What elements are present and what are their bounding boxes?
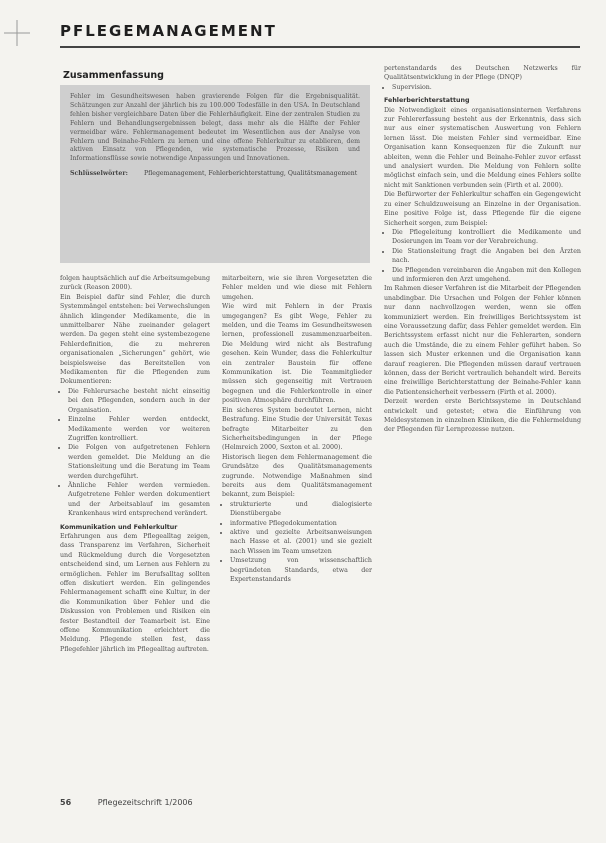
- list-item: • Supervision.: [392, 83, 581, 92]
- paragraph: Ein sicheres System bedeutet Lernen, nicht Bestrafung. Eine Studie der Universität Texas befragte Mitarbeiter zu den Sicherheitsbedingungen in der Pflege (Helmreich 2000, Sexton et al. 2000).: [222, 406, 372, 452]
- summary-body: Fehler im Gesundheitswesen haben gravierende Folgen für die Ergebnisqualität. Schätzungen zur Anzahl der jährlich bis zu 100.000 Todesfälle in den USA. In Deutschland fehlen bisher vergleichbare Daten über die Fehlerhäufigkeit. Eine der zentralen Studien zu Fehlern und Behandlungsergebnissen belegt, dass mehr als die Hälfte der Fehler vermeidbar wäre. Fehlermanagement bedeutet im Wesentlichen aus der Analyse von Fehlern und Beinahe-Fehlern zu lernen und eine offene Fehlerkultur zu etablieren, dem aktiven Einsatz von Pflegenden, wie systematische Prozesse, Risiken und Informationsflüsse sowie notwendige Anpassungen und Innovationen.: [70, 93, 360, 163]
- page-header-title: PFLEGEMANAGEMENT: [60, 22, 277, 40]
- list-item: • aktive und gezielte Arbeitsanweisungen nach Hasse et al. (2001) und sie gezielt nach Wissen im Team umsetzen: [230, 528, 372, 556]
- bullet-list: [384, 228, 581, 284]
- section-heading: Kommunikation und Fehlerkultur: [60, 523, 178, 531]
- paragraph: Historisch liegen dem Fehlermanagement die Grundsätze des Qualitätsmanagements zugrunde. Notwendige Maßnahmen sind bereits aus dem Qualitätsmanagement bekannt, zum Beispiel:: [222, 453, 372, 499]
- paragraph: Wie wird mit Fehlern in der Praxis umgegangen? Es gibt Wege, Fehler zu melden, und die Teams im Gesundheitswesen lernen, professionell zusammenzuarbeiten. Die Meldung wird nicht als Bestrafung gesehen. Kein Wunder, dass die Fehlerkultur ein zentraler Baustein für offene Kommunikation ist. Die Teammitglieder müssen sich gegenseitig mit Vertrauen begegnen und die Fehlerkontrolle in einer positiven Atmosphäre durchführen.: [222, 303, 372, 405]
- header-rule: [60, 46, 580, 48]
- list-item: • Die Stationsleitung fragt die Angaben bei den Ärzten nach.: [392, 247, 581, 266]
- list-item: • Einzelne Fehler werden entdeckt, Medikamente werden vor weiteren Zugriffen kontrolliert.: [68, 415, 210, 443]
- keywords-value: Pflegemanagement, Fehlerberichterstattung, Qualitätsmanagement: [144, 170, 358, 178]
- list-item: • informative Pflegedokumentation: [230, 519, 372, 528]
- list-item: • Die Pflegenden vereinbaren die Angaben mit den Kollegen und informieren den Arzt umgehend.: [392, 266, 581, 285]
- journal-name: Pflegezeitschrift 1/2006: [97, 798, 193, 807]
- section-heading: Fehlerberichterstattung: [384, 97, 470, 105]
- page-footer: [60, 798, 580, 807]
- summary-title: Zusammenfassung: [63, 70, 164, 81]
- list-item: • Die Folgen von aufgetretenen Fehlern werden gemeldet. Die Meldung an die Stationsleitung und die Beratung im Team werden durchgeführt.: [68, 443, 210, 481]
- bullet-list: [60, 387, 210, 519]
- paragraph: pertenstandards des Deutschen Netzwerks für Qualitätsentwicklung in der Pflege (DNQP): [384, 65, 581, 82]
- paragraph: folgen hauptsächlich auf die Arbeitsumgebung zurück (Reason 2000).: [60, 275, 210, 292]
- list-item: • Ähnliche Fehler werden vermieden. Aufgetretene Fehler werden dokumentiert und der Arbeitsablauf im gesamten Krankenhaus wird entsprechend verändert.: [68, 481, 210, 519]
- summary-keywords: [60, 164, 370, 185]
- paragraph: Ein Beispiel dafür sind Fehler, die durch Systemmängel entstehen: bei Verwechslungen ähnlich klingender Medikamente, die in unmittelbarer Nähe zueinander gelagert werden. Da gegen steht eine systembezogene Fehlerdefinition, die zu mehreren organisationalen „Sicherungen“ gehört, wie beispielsweise das Bereitstellen von Medikamenten für die Pflegenden zum Dokumentieren:: [60, 293, 210, 386]
- paragraph: Die Befürworter der Fehlerkultur schaffen ein Gegengewicht zu einer Schuldzuweisung an Einzelne in der Organisation. Eine positive Folge ist, dass Pflegende für die eigene Sicherheit sorgen, zum Beispiel:: [384, 191, 581, 227]
- summary-box: [60, 85, 370, 263]
- column-middle: [222, 274, 372, 584]
- list-item: • strukturierte und dialogisierte Dienstübergabe: [230, 500, 372, 519]
- crop-mark: [4, 20, 30, 46]
- list-item: • Die Pflegeleitung kontrolliert die Medikamente und Dosierungen im Team vor der Verabreichung.: [392, 228, 581, 247]
- keywords-label: Schlüsselwörter:: [70, 170, 128, 178]
- paragraph: Im Rahmen dieser Verfahren ist die Mitarbeit der Pflegenden unabdingbar. Die Ursachen und Folgen der Fehler können nur dann nachvollzogen werden, wenn sie offen kommuniziert werden. Ein freiwilliges Berichtssystem ist eine Voraussetzung dafür, dass Fehler gemeldet werden. Ein Berichtssystem erfasst nicht nur die Fehlerarten, sondern auch die Umstände, die zu einem Fehler geführt haben. So lassen sich Muster erkennen und die Organisation kann darauf reagieren. Die Pflegenden müssen darauf vertrauen können, dass der Bericht vertraulich behandelt wird. Bereits eine freiwillige Berichterstattung der Beinahe-Fehler kann die Patientensicherheit verbessern (Firth et al. 2000).: [384, 285, 581, 396]
- column-right: [384, 64, 581, 435]
- bullet-list: [222, 500, 372, 585]
- page-number: 56: [60, 798, 72, 807]
- list-item: • Umsetzung von wissenschaftlich begründeten Standards, etwa der Expertenstandards: [230, 556, 372, 584]
- paragraph: mitarbeitern, wie sie ihren Vorgesetzten die Fehler melden und wie diese mit Fehlern umgehen.: [222, 275, 372, 301]
- paragraph: Erfahrungen aus dem Pflegealltag zeigen, dass Transparenz im Verfahren, Sicherheit und Rückmeldung durch die Vorgesetzten entscheidend sind, um Lernen aus Fehlern zu ermöglichen. Fehler im Berufsalltag sollten offen diskutiert werden. Ein gelingendes Fehlermanagement schafft eine Kultur, in der die Kommunikation über Fehler und die Diskussion von Problemen und Risiken ein fester Bestandteil der Teamarbeit ist. Eine offene Kommunikation erleichtert die Meldung. Pflegende stellen fest, dass Pflegefehler jährlich im Pflegealltag auftreten.: [60, 532, 210, 653]
- list-item: • Die Fehlerursache besteht nicht einseitig bei den Pflegenden, sondern auch in der Organisation.: [68, 387, 210, 415]
- bullet-list: [384, 83, 581, 92]
- paragraph: Die Notwendigkeit eines organisationsinternen Verfahrens zur Fehlererfassung besteht aus der Erkenntnis, dass sich nur aus einer systematischen Auswertung von Fehlern lernen lässt. Die meisten Fehler sind vermeidbar. Eine Organisation kann Konsequenzen für die Zukunft nur ableiten, wenn die Fehler und Beinahe-Fehler zuvor erfasst und analysiert wurden. Die Meldung von Fehlern sollte möglichst einfach sein, und die Meldung eines Fehlers sollte nicht mit Sanktionen verbunden sein (Firth et al. 2000).: [384, 106, 581, 189]
- column-left: [60, 274, 210, 654]
- paragraph: Derzeit werden erste Berichtssysteme in Deutschland entwickelt und getestet; etwa die Einführung von Meldesystemen in einzelnen Kliniken, die die Fehlermeldung der Pflegenden für Lernprozesse nutzen.: [384, 398, 581, 434]
